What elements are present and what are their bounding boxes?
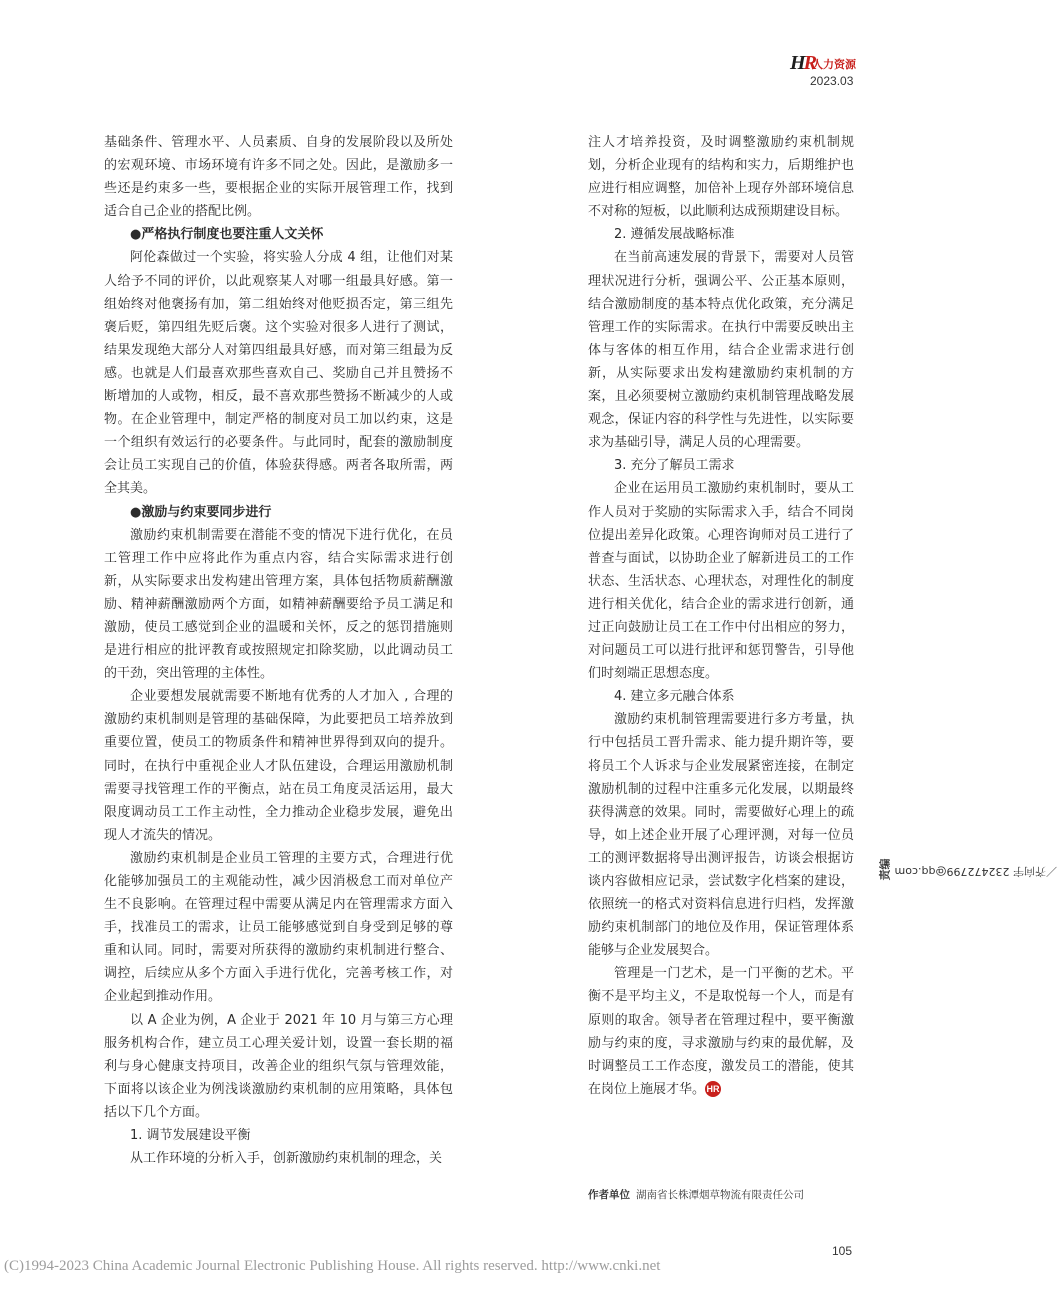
article-end-icon: HR (705, 1081, 721, 1097)
journal-logo (790, 52, 856, 74)
paragraph: 注人才培养投资，及时调整激励约束机制规划，分析企业现有的结构和实力，后期维护也应进行相应调整，加倍补上现存外部环境信息不对称的短板，以此顺利达成预期建设目标。 (588, 135, 854, 220)
paragraph (588, 962, 854, 1101)
right-column (588, 131, 854, 1101)
copyright-watermark: (C)1994-2023 China Academic Journal Electronic Publishing House. All rights reserved. http://www.cnki.net (4, 1258, 661, 1274)
numbered-heading: 1. 调节发展建设平衡 (130, 1128, 251, 1144)
editor-value: ／齐向宇 232472799@qq.com (894, 865, 1057, 878)
logo-hr-mark: HR (790, 52, 815, 74)
numbered-heading: 2. 遵循发展战略标准 (614, 227, 735, 243)
numbered-heading: 4. 建立多元融合体系 (614, 689, 735, 705)
paragraph: 以 A 企业为例，A 企业于 2021 年 10 月与第三方心理服务机构合作，建立员工心理关爱计划，设置一套长期的福利与身心健康支持项目，改善企业的组织气氛与管理效能，下面将以该企业为例浅谈激励约束机制的应用策略，具体包括以下几个方面。 (104, 1012, 453, 1120)
paragraph: 基础条件、管理水平、人员素质、自身的发展阶段以及所处的宏观环境、市场环境有许多不同之处。因此，是激励多一些还是约束多一些，要根据企业的实际开展管理工作，找到适合自己企业的搭配比例。 (104, 135, 453, 220)
paragraph: 从工作环境的分析入手，创新激励约束机制的理念，关 (130, 1151, 443, 1167)
author-value: 湖南省长株潭烟草物流有限责任公司 (636, 1189, 804, 1201)
paragraph: 企业要想发展就需要不断地有优秀的人才加入 , 合理的激励约束机制则是管理的基础保障，为此要把员工培养放到重要位置，使员工的物质条件和精神世界得到双向的提升。同时，在执行中重视企业人才队伍建设，合理运用激励机制需要寻找管理工作的平衡点，站在员工角度灵活运用，最大限度调动员工工作主动性，全力推动企业稳步发展，避免出现人才流失的情况。 (104, 689, 453, 843)
left-column (104, 131, 453, 1170)
paragraph: 激励约束机制是企业员工管理的主要方式，合理进行优化能够加强员工的主观能动性，减少因消极怠工而对单位产生不良影响。在管理过程中需要从满足内在管理需求方面入手，找准员工的需求，让员工能够感觉到自身受到足够的尊重和认同。同时，需要对所获得的激励约束机制进行整合、调控，后续应从多个方面入手进行优化，完善考核工作，对企业起到推动作用。 (104, 850, 453, 1005)
section-heading: ●激励与约束要同步进行 (130, 504, 272, 520)
numbered-heading: 3. 充分了解员工需求 (614, 458, 735, 474)
editor-text (877, 700, 1057, 881)
editor-credit (876, 700, 1057, 881)
paragraph: 激励约束机制需要在潜能不变的情况下进行优化，在员工管理工作中应将此作为重点内容，结合实际需求进行创新，从实际要求出发构建出管理方案，具体包括物质薪酬激励、精神薪酬激励两个方面，如精神薪酬要给予员工满足和激励，使员工感觉到企业的温暖和关怀，反之的惩罚措施则是进行相应的批评教育或按照规定扣除奖励，以此调动员工的干劲，突出管理的主体性。 (104, 527, 453, 682)
author-label: 作者单位 (588, 1189, 630, 1201)
closing-paragraph-text: 管理是一门艺术，是一门平衡的艺术。平衡不是平均主义，不是取悦每一个人，而是有原则的取舍。领导者在管理过程中，要平衡激励与约束的度，寻求激励与约束的最优解，及时调整员工工作态度，激发员工的潜能，使其在岗位上施展才华。 (588, 966, 854, 1097)
issue-date: 2023.03 (810, 74, 854, 88)
paragraph: 在当前高速发展的背景下，需要对人员管理状况进行分析，强调公平、公正基本原则，结合激励制度的基本特点优化政策，充分满足管理工作的实际需求。在执行中需要反映出主体与客体的相互作用，结合企业需求进行创新，从实际要求出发构建激励约束机制的方案，且必须要树立激励约束机制管理战略发展观念，保证内容的科学性与先进性，以实际要求为基础引导，满足人员的心理需要。 (588, 250, 854, 451)
author-affiliation (588, 1187, 804, 1202)
paragraph: 企业在运用员工激励约束机制时，要从工作人员对于奖励的实际需求入手，结合不同岗位提出差异化政策。心理咨询师对员工进行了普查与面试，以协助企业了解新进员工的工作状态、生活状态、心理状态，对理性化的制度进行相关优化，结合企业的需求进行创新，通过正向鼓励让员工在工作中付出相应的努力，对问题员工可以进行批评和惩罚警告，引导他们时刻端正思想态度。 (588, 481, 854, 682)
page-number: 105 (832, 1244, 853, 1258)
logo-text: 人力资源 (812, 58, 856, 71)
paragraph: 阿伦森做过一个实验，将实验人分成 4 组，让他们对某人给予不同的评价，以此观察某人对哪一组最具好感。第一组始终对他褒扬有加，第二组始终对他贬损否定，第三组先褒后贬，第四组先贬后褒。这个实验对很多人进行了测试，结果发现绝大部分人对第四组最具好感，而对第三组最为反感。也就是人们最喜欢那些喜欢自己、奖励自己并且赞扬不断增加的人或物，相反，最不喜欢那些赞扬不断减少的人或物。在企业管理中，制定严格的制度对员工加以约束，这是一个组织有效运行的必要条件。与此同时，配套的激励制度会让员工实现自己的价值，体验获得感。两者各取所需，两全其美。 (104, 250, 453, 497)
section-heading: ●严格执行制度也要注重人文关怀 (130, 227, 324, 243)
paragraph: 激励约束机制管理需要进行多方考量，执行中包括员工晋升需求、能力提升期许等，要将员工个人诉求与企业发展紧密连接，在制定激励机制的过程中注重多元化发展，以期最终获得满意的效果。同时，需要做好心理上的疏导，如上述企业开展了心理评测，对每一位员工的测评数据将导出测评报告，访谈会根据访谈内容做相应记录，尝试数字化档案的建设，依照统一的格式对资料信息进行归档，发挥激励约束机制部门的地位及作用，保证管理体系能够与企业发展契合。 (588, 712, 854, 959)
editor-label: 责编 (878, 858, 892, 881)
